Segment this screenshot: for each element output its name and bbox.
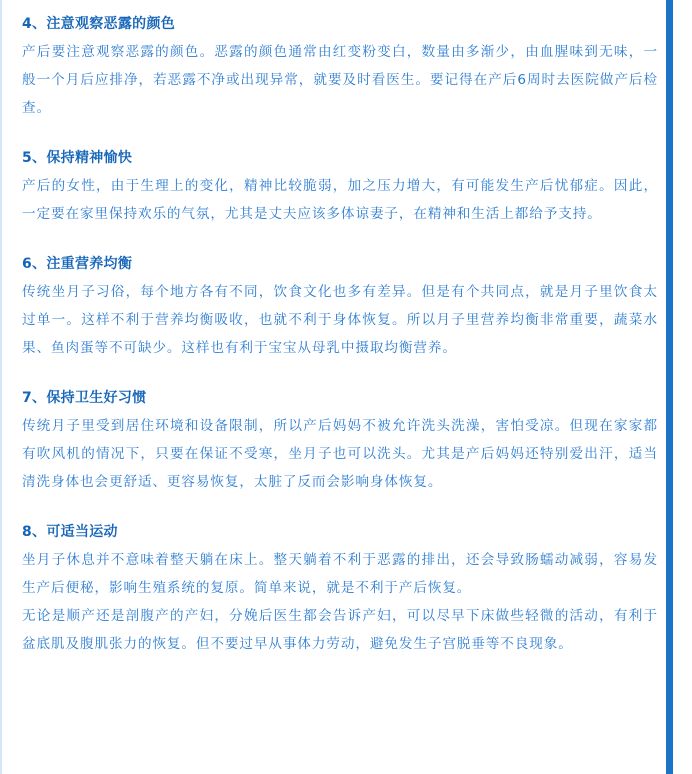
right-accent-bar (666, 0, 673, 774)
section-heading: 4、注意观察恶露的颜色 (22, 16, 176, 32)
section-paragraph: 产后的女性，由于生理上的变化，精神比较脆弱，加之压力增大，有可能发生产后忧郁症。因此，一定要在家里保持欢乐的气氛，尤其是丈夫应该多体谅妻子，在精神和生活上都给予支持。 (22, 178, 658, 222)
section-paragraph: 传统坐月子习俗，每个地方各有不同，饮食文化也多有差异。但是有个共同点，就是月子里饮食太过单一。这样不利于营养均衡吸收，也就不利于身体恢复。所以月子里营养均衡非常重要，蔬菜水果、鱼肉蛋等不可缺少。这样也有利于宝宝从母乳中摄取均衡营养。 (22, 284, 658, 356)
section-heading: 8、可适当运动 (22, 524, 118, 540)
section-keep-happy (22, 148, 658, 228)
left-border-line (0, 0, 2, 774)
section-hygiene (22, 388, 658, 496)
section-heading: 6、注重营养均衡 (22, 256, 133, 272)
section-paragraph: 传统月子里受到居住环境和设备限制，所以产后妈妈不被允许洗头洗澡，害怕受凉。但现在家家都有吹风机的情况下，只要在保证不受寒，坐月子也可以洗头。尤其是产后妈妈还特别爱出汗，适当清洗身体也会更舒适、更容易恢复，太脏了反而会影响身体恢复。 (22, 418, 658, 490)
section-exercise (22, 522, 658, 658)
section-heading: 7、保持卫生好习惯 (22, 390, 147, 406)
article-body (22, 14, 658, 684)
section-paragraph: 无论是顺产还是剖腹产的产妇，分娩后医生都会告诉产妇，可以尽早下床做些轻微的活动，有利于盆底肌及腹肌张力的恢复。但不要过早从事体力劳动，避免发生子宫脱垂等不良现象。 (22, 608, 658, 652)
section-paragraph: 坐月子休息并不意味着整天躺在床上。整天躺着不利于恶露的排出，还会导致肠蠕动减弱，容易发生产后便秘，影响生殖系统的复原。简单来说，就是不利于产后恢复。 (22, 552, 658, 596)
section-paragraph: 产后要注意观察恶露的颜色。恶露的颜色通常由红变粉变白，数量由多渐少，由血腥味到无味，一般一个月后应排净，若恶露不净或出现异常，就要及时看医生。要记得在产后6周时去医院做产后检查。 (22, 44, 658, 116)
section-observe-lochia (22, 14, 658, 122)
section-balanced-nutrition (22, 254, 658, 362)
section-heading: 5、保持精神愉快 (22, 150, 133, 166)
